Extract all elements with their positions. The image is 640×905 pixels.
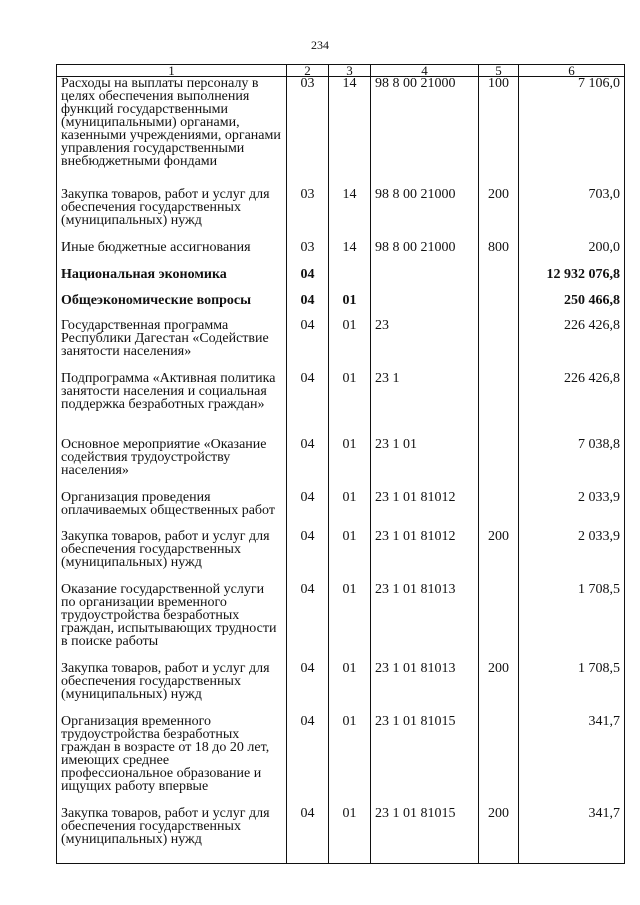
row-section: 04 [287,319,329,372]
table-row [57,294,625,319]
row-expense-type [479,372,519,438]
row-section: 04 [287,583,329,662]
row-amount: 2 033,9 [519,530,625,583]
row-target-article [371,268,479,294]
table-row [57,583,625,662]
row-section: 04 [287,438,329,491]
row-section: 03 [287,241,329,268]
row-target-article: 23 1 [371,372,479,438]
row-expense-type: 200 [479,662,519,715]
table-row [57,491,625,530]
row-section: 03 [287,77,329,189]
row-section: 04 [287,662,329,715]
budget-table [56,64,625,864]
table-row [57,530,625,583]
row-name: Организация проведения оплачиваемых общественных работ [57,491,287,530]
table-row [57,662,625,715]
table-row [57,438,625,491]
row-amount: 2 033,9 [519,491,625,530]
row-name: Основное мероприятие «Оказание содействия трудоустройству населения» [57,438,287,491]
table-body [57,77,625,864]
row-expense-type: 200 [479,188,519,241]
row-subsection: 01 [329,294,371,319]
row-target-article: 98 8 00 21000 [371,241,479,268]
row-expense-type [479,715,519,807]
row-name: Государственная программа Республики Дагестан «Содействие занятости населения» [57,319,287,372]
row-name: Закупка товаров, работ и услуг для обеспечения государственных (муниципальных) нужд [57,530,287,583]
table-row [57,188,625,241]
row-section: 04 [287,491,329,530]
row-name: Закупка товаров, работ и услуг для обеспечения государственных (муниципальных) нужд [57,807,287,864]
row-name: Общеэкономические вопросы [57,294,287,319]
row-target-article: 23 1 01 [371,438,479,491]
row-target-article: 23 1 01 81013 [371,583,479,662]
row-target-article: 23 [371,319,479,372]
row-expense-type [479,438,519,491]
row-amount: 341,7 [519,715,625,807]
row-subsection: 01 [329,583,371,662]
row-name: Закупка товаров, работ и услуг для обеспечения государственных (муниципальных) нужд [57,662,287,715]
row-expense-type: 800 [479,241,519,268]
row-subsection: 01 [329,662,371,715]
row-name: Оказание государственной услуги по организации временного трудоустройства безработных граждан, испытывающих трудности в поиске работы [57,583,287,662]
page-number: 234 [311,38,329,52]
row-name: Расходы на выплаты персоналу в целях обеспечения выполнения функций государственными (муниципальными) органами, казенными учреждениями, органами управления государственными внебюджетными фондами [57,77,287,189]
row-name: Подпрограмма «Активная политика занятости населения и социальная поддержка безработных граждан» [57,372,287,438]
row-target-article: 98 8 00 21000 [371,77,479,189]
column-header: 6 [519,65,625,77]
row-target-article: 23 1 01 81013 [371,662,479,715]
row-expense-type: 200 [479,807,519,864]
row-name: Иные бюджетные ассигнования [57,241,287,268]
row-target-article: 23 1 01 81012 [371,530,479,583]
row-subsection: 01 [329,438,371,491]
row-expense-type: 100 [479,77,519,189]
column-header: 5 [479,65,519,77]
row-subsection: 01 [329,372,371,438]
row-expense-type [479,491,519,530]
row-target-article: 98 8 00 21000 [371,188,479,241]
row-target-article: 23 1 01 81015 [371,807,479,864]
row-subsection: 01 [329,319,371,372]
row-section: 04 [287,268,329,294]
row-section: 04 [287,294,329,319]
row-target-article [371,294,479,319]
table-row [57,807,625,864]
row-amount: 226 426,8 [519,319,625,372]
row-section: 04 [287,807,329,864]
row-name: Закупка товаров, работ и услуг для обеспечения государственных (муниципальных) нужд [57,188,287,241]
table-row [57,372,625,438]
row-expense-type [479,294,519,319]
row-expense-type [479,268,519,294]
row-amount: 12 932 076,8 [519,268,625,294]
column-header: 3 [329,65,371,77]
row-amount: 1 708,5 [519,662,625,715]
row-section: 03 [287,188,329,241]
row-subsection [329,268,371,294]
table-header-row [57,65,625,77]
row-subsection: 14 [329,77,371,189]
row-expense-type: 200 [479,530,519,583]
row-subsection: 01 [329,807,371,864]
row-amount: 1 708,5 [519,583,625,662]
row-amount: 7 038,8 [519,438,625,491]
row-subsection: 14 [329,188,371,241]
row-target-article: 23 1 01 81015 [371,715,479,807]
column-header: 2 [287,65,329,77]
row-amount: 703,0 [519,188,625,241]
row-amount: 226 426,8 [519,372,625,438]
table-row [57,268,625,294]
row-section: 04 [287,715,329,807]
table-row [57,319,625,372]
row-name: Национальная экономика [57,268,287,294]
row-section: 04 [287,372,329,438]
row-section: 04 [287,530,329,583]
table-row [57,241,625,268]
table-row [57,77,625,189]
row-amount: 341,7 [519,807,625,864]
row-amount: 7 106,0 [519,77,625,189]
row-subsection: 01 [329,491,371,530]
row-name: Организация временного трудоустройства безработных граждан в возрасте от 18 до 20 лет, имеющих среднее профессиональное образование и ищущих работу впервые [57,715,287,807]
column-header: 1 [57,65,287,77]
row-amount: 250 466,8 [519,294,625,319]
column-header: 4 [371,65,479,77]
row-subsection: 14 [329,241,371,268]
table-row [57,715,625,807]
row-subsection: 01 [329,530,371,583]
row-target-article: 23 1 01 81012 [371,491,479,530]
row-expense-type [479,583,519,662]
row-subsection: 01 [329,715,371,807]
row-amount: 200,0 [519,241,625,268]
row-expense-type [479,319,519,372]
